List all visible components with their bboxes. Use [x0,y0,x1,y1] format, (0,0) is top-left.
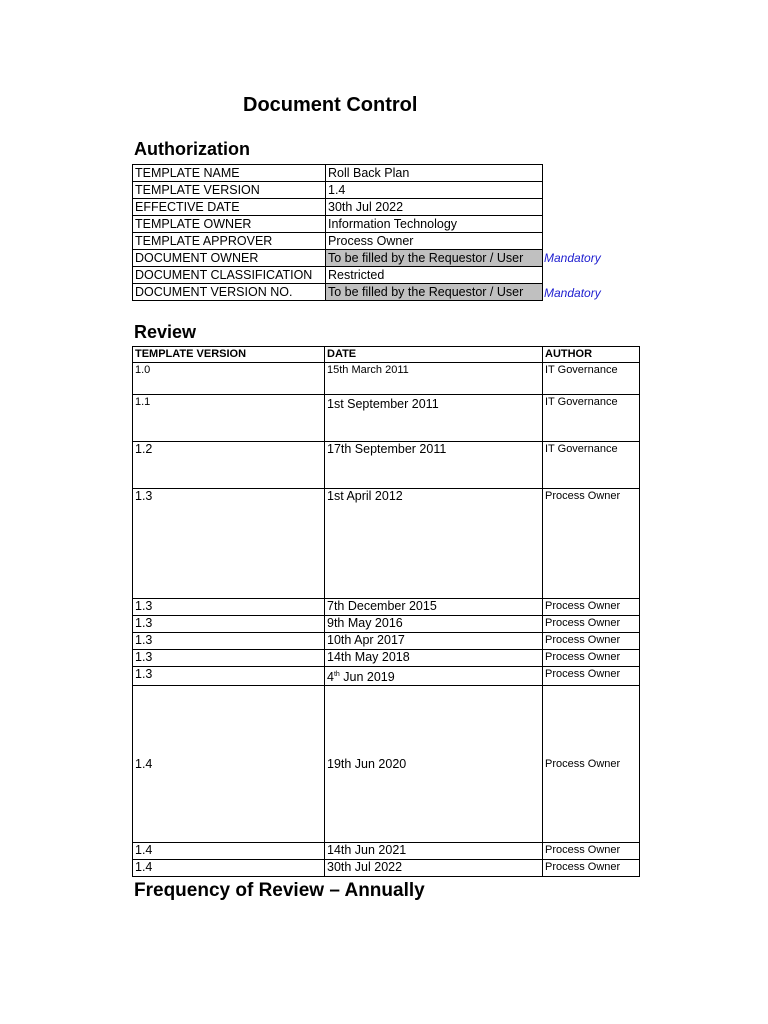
version-cell: 1.3 [133,667,325,686]
table-row [133,599,640,616]
version-cell: 1.3 [133,650,325,667]
column-header: AUTHOR [543,347,640,363]
table-row [133,442,640,489]
auth-label: DOCUMENT CLASSIFICATION [133,267,326,284]
author-cell: Process Owner [543,633,640,650]
table-row [133,633,640,650]
version-cell: 1.3 [133,599,325,616]
version-cell: 1.0 [133,363,325,395]
author-cell: Process Owner [543,616,640,633]
table-row [133,667,640,686]
date-cell: 9th May 2016 [325,616,543,633]
date-suffix: th [333,671,340,678]
version-cell: 1.4 [133,860,325,877]
review-heading: Review [134,322,197,342]
date-cell: 19th Jun 2020 [325,686,543,843]
document-version-field[interactable]: To be filled by the Requestor / User [326,284,543,301]
author-cell: IT Governance [543,442,640,489]
table-row [133,686,640,843]
version-cell: 1.2 [133,442,325,489]
table-row [133,363,640,395]
table-row [133,616,640,633]
date-rest: Jun 2019 [339,670,395,685]
auth-label: TEMPLATE VERSION [133,182,326,199]
table-row [133,182,543,199]
mandatory-note: Mandatory [544,286,601,300]
table-row [133,165,543,182]
review-table [132,346,640,877]
page-title: Document Control [243,94,418,116]
version-cell: 1.4 [133,843,325,860]
author-cell: IT Governance [543,363,640,395]
auth-label: EFFECTIVE DATE [133,199,326,216]
author-cell: Process Owner [543,667,640,686]
author-cell: Process Owner [543,489,640,599]
auth-label: DOCUMENT VERSION NO. [133,284,326,301]
author-cell: Process Owner [543,599,640,616]
table-row [133,250,543,267]
date-cell: 15th March 2011 [325,363,543,395]
table-row [133,233,543,250]
column-header: DATE [325,347,543,363]
date-cell: 1st April 2012 [325,489,543,599]
date-day: 4 [327,670,334,685]
version-cell: 1.1 [133,395,325,442]
auth-value: Roll Back Plan [326,165,543,182]
column-header: TEMPLATE VERSION [133,347,325,363]
author-cell: Process Owner [543,686,640,843]
date-cell: 14th Jun 2021 [325,843,543,860]
table-row [133,860,640,877]
date-cell [325,667,543,686]
author-cell: Process Owner [543,650,640,667]
table-row [133,199,543,216]
document-owner-field[interactable]: To be filled by the Requestor / User [326,250,543,267]
auth-value: Restricted [326,267,543,284]
auth-label: TEMPLATE APPROVER [133,233,326,250]
version-cell: 1.3 [133,616,325,633]
author-cell: Process Owner [543,843,640,860]
date-cell: 30th Jul 2022 [325,860,543,877]
auth-label: DOCUMENT OWNER [133,250,326,267]
auth-value: Process Owner [326,233,543,250]
table-row [133,284,543,301]
table-row [133,267,543,284]
date-cell: 17th September 2011 [325,442,543,489]
auth-value: 1.4 [326,182,543,199]
date-cell: 14th May 2018 [325,650,543,667]
table-header-row [133,347,640,363]
date-cell: 7th December 2015 [325,599,543,616]
mandatory-note: Mandatory [544,251,601,265]
date-cell: 1st September 2011 [325,395,543,442]
version-cell: 1.4 [133,686,325,843]
table-row [133,650,640,667]
authorization-table [132,164,543,301]
auth-value: 30th Jul 2022 [326,199,543,216]
version-cell: 1.3 [133,489,325,599]
author-cell: IT Governance [543,395,640,442]
table-row [133,489,640,599]
review-frequency: Frequency of Review – Annually [134,880,425,901]
auth-label: TEMPLATE OWNER [133,216,326,233]
table-row [133,395,640,442]
author-cell: Process Owner [543,860,640,877]
version-cell: 1.3 [133,633,325,650]
table-row [133,843,640,860]
auth-value: Information Technology [326,216,543,233]
auth-label: TEMPLATE NAME [133,165,326,182]
authorization-heading: Authorization [134,139,250,159]
date-cell: 10th Apr 2017 [325,633,543,650]
table-row [133,216,543,233]
